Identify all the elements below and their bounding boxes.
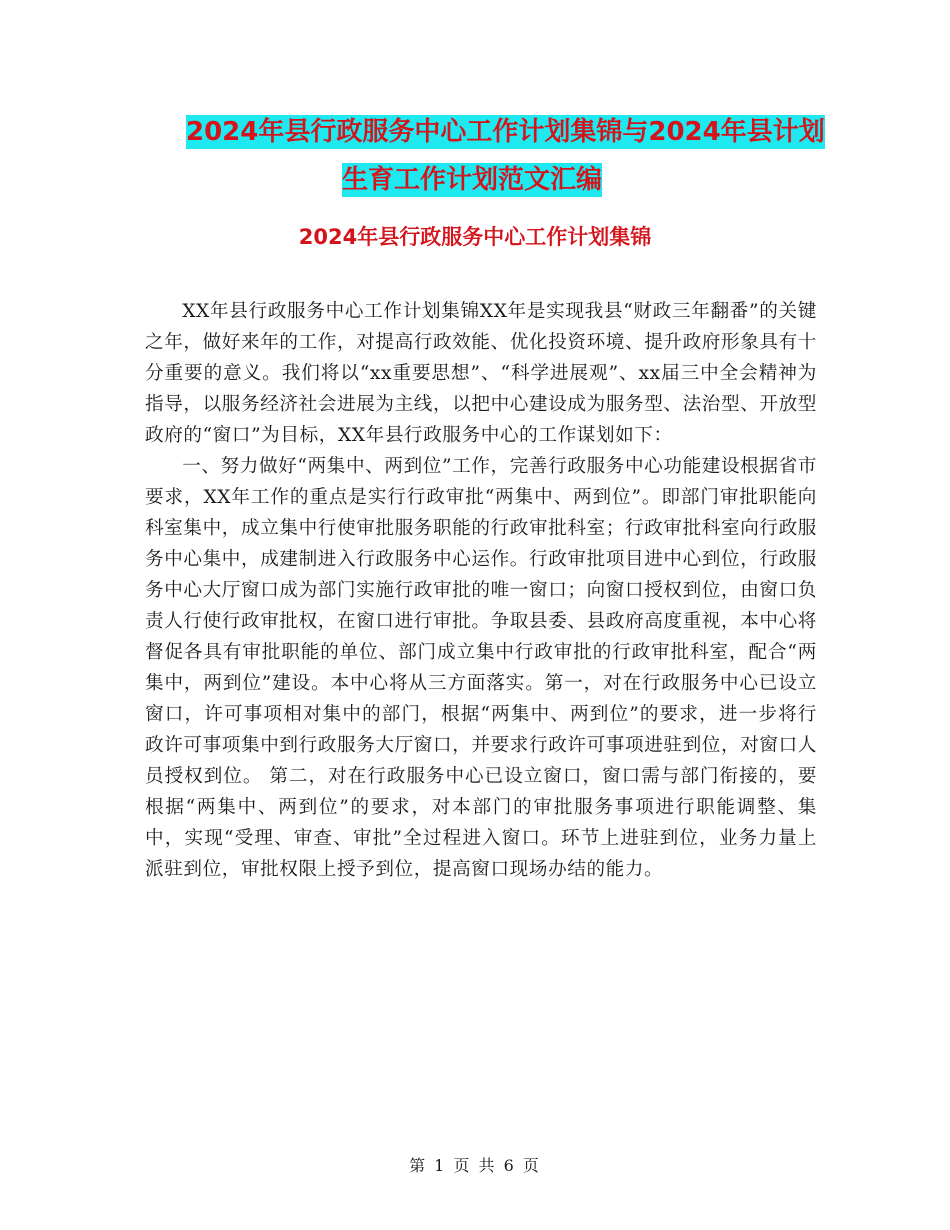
section-title: 2024年县行政服务中心工作计划集锦	[298, 225, 652, 249]
document-title	[110, 108, 840, 204]
body-paragraph: 一、努力做好“两集中、两到位”工作，完善行政服务中心功能建设根据省市要求，XX年工作的重点是实行行政审批“两集中、两到位”。即部门审批职能向科室集中，成立集中行使审批服务职能的行政审批科室；行政审批科室向行政服务中心集中，成建制进入行政服务中心运作。行政审批项目进中心到位，行政服务中心大厅窗口成为部门实施行政审批的唯一窗口；向窗口授权到位，由窗口负责人行使行政审批权，在窗口进行审批。争取县委、县政府高度重视，本中心将督促各具有审批职能的单位、部门成立集中行政审批的行政审批科室，配合“两集中，两到位”建设。本中心将从三方面落实。第一，对在行政服务中心已设立窗口，许可事项相对集中的部门，根据“两集中、两到位”的要求，进一步将行政许可事项集中到行政服务大厅窗口，并要求行政许可事项进驻到位，对窗口人员授权到位。 第二，对在行政服务中心已设立窗口，窗口需与部门衔接的，要根据“两集中、两到位”的要求，对本部门的审批服务事项进行职能调整、集中，实现“受理、审查、审批”全过程进入窗口。环节上进驻到位，业务力量上派驻到位，审批权限上授予到位，提高窗口现场办结的能力。	[145, 456, 817, 880]
document-title-line-1	[110, 108, 840, 156]
document-title-line-2	[110, 156, 840, 204]
document-title-line-1-text: 2024年县行政服务中心工作计划集锦与2024年县计划	[186, 117, 825, 147]
document-body	[145, 296, 817, 885]
body-paragraph: XX年县行政服务中心工作计划集锦XX年是实现我县“财政三年翻番”的关键之年，做好来年的工作，对提高行政效能、优化投资环境、提升政府形象具有十分重要的意义。我们将以“xx重要思想”、“科学进展观”、xx届三中全会精神为指导，以服务经济社会进展为主线，以把中心建设成为服务型、法治型、开放型政府的“窗口”为目标，XX年县行政服务中心的工作谋划如下：	[145, 301, 817, 446]
page-footer: 第 1 页 共 6 页	[409, 1156, 541, 1175]
document-title-line-2-text: 生育工作计划范文汇编	[342, 165, 603, 195]
